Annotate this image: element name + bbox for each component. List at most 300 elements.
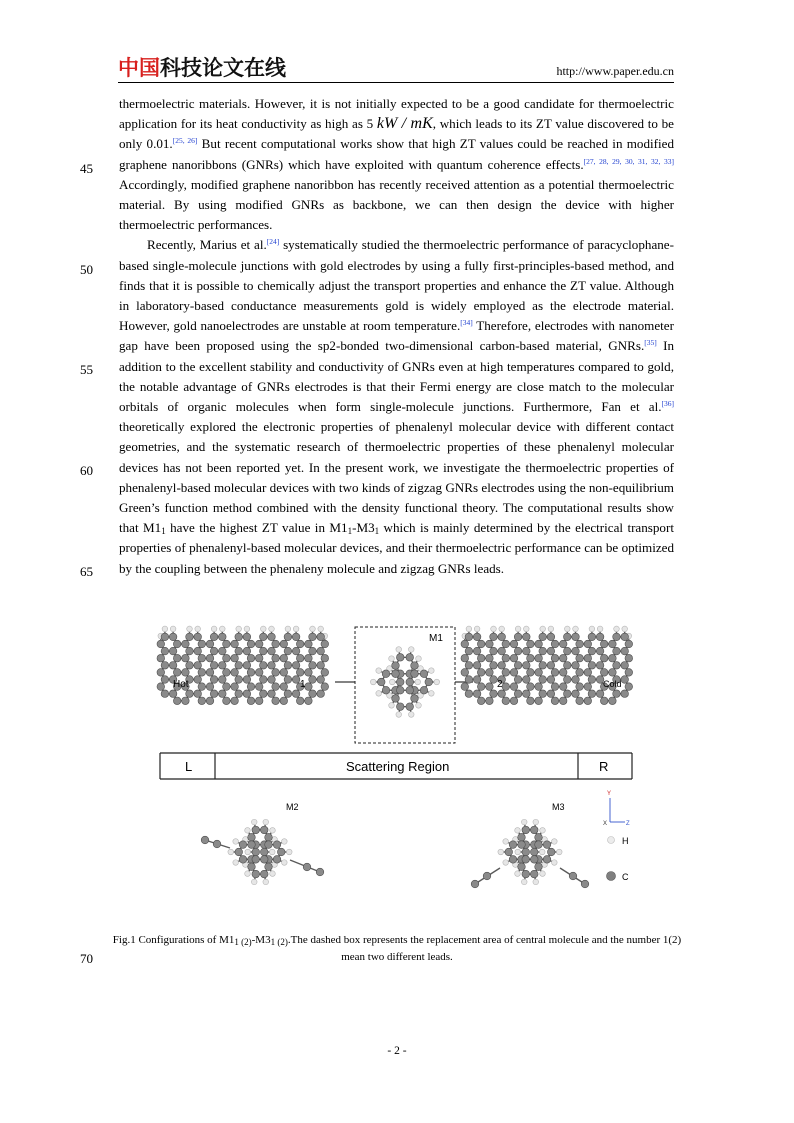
hydrogen-atom: [293, 626, 299, 632]
hydrogen-atom: [533, 819, 539, 825]
carbon-atom: [609, 669, 617, 677]
carbon-atom: [514, 647, 522, 655]
carbon-atom: [535, 863, 543, 871]
carbon-atom: [547, 676, 555, 684]
carbon-atom: [252, 870, 260, 878]
carbon-atom: [486, 654, 494, 662]
carbon-atom: [243, 633, 251, 641]
carbon-atom: [581, 880, 589, 888]
carbon-atom: [231, 669, 239, 677]
carbon-atom: [213, 840, 221, 848]
carbon-atom: [396, 678, 404, 686]
carbon-atom: [502, 669, 510, 677]
citation-link[interactable]: [34]: [460, 318, 473, 328]
carbon-atom: [248, 841, 256, 849]
lead1-label: 1: [300, 679, 306, 690]
carbon-atom: [305, 683, 313, 691]
hydrogen-legend-label: H: [622, 836, 629, 846]
carbon-atom: [235, 676, 243, 684]
carbon-atom: [535, 640, 543, 648]
carbon-atom: [284, 690, 292, 698]
carbon-atom: [621, 647, 629, 655]
carbon-atom: [206, 640, 214, 648]
carbon-atom: [518, 841, 526, 849]
carbon-atom: [473, 633, 481, 641]
carbon-atom: [186, 633, 194, 641]
hydrogen-atom: [244, 626, 250, 632]
axis-y-label: Y: [607, 791, 612, 797]
carbon-atom: [535, 833, 543, 841]
carbon-atom: [406, 654, 414, 662]
carbon-atom: [194, 633, 202, 641]
carbon-atom: [239, 856, 247, 864]
carbon-atom: [621, 690, 629, 698]
header-rule: [118, 82, 674, 83]
hydrogen-atom: [389, 656, 395, 662]
citation-link[interactable]: [35]: [644, 338, 657, 348]
hydrogen-atom: [515, 626, 521, 632]
carbon-atom: [530, 856, 538, 864]
carbon-atom: [223, 697, 231, 705]
page-header: [118, 55, 674, 81]
carbon-atom: [248, 863, 256, 871]
carbon-atom: [268, 647, 276, 655]
carbon-atom: [173, 640, 181, 648]
carbon-atom: [392, 670, 400, 678]
journal-logo: [118, 55, 286, 81]
carbon-atom: [280, 640, 288, 648]
carbon-atom: [613, 647, 621, 655]
carbon-atom: [510, 697, 518, 705]
carbon-atom: [157, 640, 165, 648]
hydrogen-atom: [589, 626, 595, 632]
hydrogen-atom: [498, 849, 504, 855]
citation-link[interactable]: [25, 26]: [172, 136, 198, 146]
hydrogen-atom: [429, 668, 435, 674]
axis-x-label: X: [603, 821, 608, 827]
carbon-atom: [392, 662, 400, 670]
hydrogen-atom: [195, 626, 201, 632]
carbon-atom: [296, 640, 304, 648]
carbon-legend-atom: [607, 872, 616, 881]
carbon-atom: [284, 647, 292, 655]
carbon-atom: [600, 654, 608, 662]
hydrogen-atom: [556, 849, 562, 855]
carbon-atom: [539, 662, 547, 670]
hydrogen-atom: [396, 647, 402, 653]
carbon-atom: [406, 686, 414, 694]
carbon-atom: [572, 690, 580, 698]
carbon-atom: [157, 683, 165, 691]
hydrogen-atom: [263, 819, 269, 825]
m3-label: M3: [552, 802, 565, 812]
text-run: Fig.1 Configurations of M1: [112, 934, 235, 946]
carbon-atom: [219, 647, 227, 655]
carbon-atom: [572, 633, 580, 641]
hydrogen-atom: [269, 849, 275, 855]
carbon-atom: [231, 640, 239, 648]
carbon-atom: [535, 654, 543, 662]
carbon-atom: [219, 662, 227, 670]
carbon-atom: [584, 697, 592, 705]
carbon-atom: [490, 633, 498, 641]
hydrogen-atom: [503, 839, 509, 845]
hydrogen-atom: [251, 819, 257, 825]
scattering-region-label: Scattering Region: [346, 759, 450, 774]
carbon-atom: [625, 654, 633, 662]
carbon-atom: [523, 676, 531, 684]
carbon-atom: [523, 633, 531, 641]
carbon-atom: [260, 848, 268, 856]
carbon-atom: [609, 640, 617, 648]
line-number: 70: [80, 951, 94, 966]
carbon-atom: [206, 697, 214, 705]
carbon-atom: [490, 662, 498, 670]
carbon-atom: [420, 670, 428, 678]
carbon-atom: [186, 647, 194, 655]
text-run: Recently, Marius et al.: [147, 237, 267, 253]
carbon-atom: [600, 669, 608, 677]
text-run: .The dashed box represents the replacement area of central molecule and the number 1(2) mean two different leads.: [287, 934, 682, 963]
carbon-atom: [477, 683, 485, 691]
carbon-atom: [609, 654, 617, 662]
carbon-atom: [255, 697, 263, 705]
text-run: But recent computational works show that high ZT values could be reached in modified graphene nanoribbons (GNRs) which have exploited with quantum coherence effects.: [119, 136, 674, 172]
carbon-atom: [559, 654, 567, 662]
carbon-atom: [543, 856, 551, 864]
line-number: 50: [80, 262, 94, 277]
carbon-atom: [198, 669, 206, 677]
carbon-atom: [292, 676, 300, 684]
carbon-atom: [584, 654, 592, 662]
carbon-atom: [576, 640, 584, 648]
carbon-atom: [486, 640, 494, 648]
carbon-atom: [396, 654, 404, 662]
carbon-atom: [596, 690, 604, 698]
carbon-atom: [523, 690, 531, 698]
text-run: In addition to the excellent stability and conductivity of GNRs even at high temperatures compared to gold, the notable advantage of GNRs electrodes is that their Fermi energy are close match to the molecular orbitals of organic molecules when form single-molecule junctions. Furthermore, Fan et al.: [119, 338, 675, 415]
citation-link[interactable]: [27, 28, 29, 30, 31, 32, 33]: [583, 156, 674, 166]
carbon-atom: [284, 633, 292, 641]
carbon-atom: [272, 683, 280, 691]
carbon-atom: [243, 676, 251, 684]
carbon-atom: [613, 662, 621, 670]
carbon-atom: [377, 678, 385, 686]
carbon-atom: [194, 662, 202, 670]
carbon-atom: [296, 654, 304, 662]
carbon-atom: [509, 841, 517, 849]
carbon-atom: [247, 640, 255, 648]
carbon-atom: [576, 697, 584, 705]
atom-group: [157, 626, 633, 888]
carbon-atom: [317, 633, 325, 641]
molecule-layer: [157, 626, 633, 888]
carbon-atom: [182, 654, 190, 662]
carbon-atom: [547, 662, 555, 670]
carbon-atom: [588, 676, 596, 684]
carbon-atom: [600, 640, 608, 648]
hydrogen-atom: [434, 679, 440, 685]
carbon-atom: [483, 872, 491, 880]
carbon-atom: [465, 647, 473, 655]
carbon-atom: [539, 676, 547, 684]
carbon-atom: [309, 633, 317, 641]
text-run: -M3: [251, 934, 271, 946]
carbon-atom: [522, 826, 530, 834]
carbon-atom: [247, 654, 255, 662]
carbon-atom: [284, 662, 292, 670]
hydrogen-atom: [282, 860, 288, 866]
carbon-atom: [309, 647, 317, 655]
carbon-atom: [243, 690, 251, 698]
hydrogen-atom: [220, 626, 226, 632]
carbon-atom: [523, 662, 531, 670]
carbon-atom: [498, 633, 506, 641]
carbon-atom: [169, 662, 177, 670]
carbon-atom: [252, 848, 260, 856]
carbon-atom: [292, 633, 300, 641]
carbon-atom: [406, 703, 414, 711]
carbon-atom: [317, 662, 325, 670]
carbon-atom: [219, 690, 227, 698]
carbon-atom: [551, 669, 559, 677]
carbon-atom: [235, 848, 243, 856]
carbon-atom: [284, 676, 292, 684]
carbon-atom: [231, 683, 239, 691]
carbon-atom: [425, 678, 433, 686]
carbon-atom: [309, 676, 317, 684]
hydrogen-atom: [370, 679, 376, 685]
carbon-atom: [247, 697, 255, 705]
carbon-atom: [219, 676, 227, 684]
carbon-atom: [490, 647, 498, 655]
carbon-atom: [280, 697, 288, 705]
hydrogen-atom: [228, 849, 234, 855]
hydrogen-atom: [597, 626, 603, 632]
citation-link[interactable]: [24]: [266, 237, 280, 247]
carbon-atom: [219, 633, 227, 641]
hydrogen-atom: [408, 712, 414, 718]
carbon-atom: [277, 848, 285, 856]
citation-link[interactable]: [36]: [661, 399, 674, 409]
carbon-atom: [272, 669, 280, 677]
carbon-atom: [596, 633, 604, 641]
carbon-atom: [564, 676, 572, 684]
carbon-atom: [486, 669, 494, 677]
carbon-atom: [303, 863, 311, 871]
hot-label: Hot: [173, 679, 189, 690]
carbon-atom: [182, 640, 190, 648]
carbon-atom: [182, 697, 190, 705]
carbon-atom: [625, 669, 633, 677]
carbon-atom: [596, 647, 604, 655]
carbon-atom: [247, 669, 255, 677]
carbon-atom: [559, 669, 567, 677]
carbon-atom: [461, 683, 469, 691]
carbon-atom: [588, 662, 596, 670]
carbon-atom: [522, 848, 530, 856]
carbon-atom: [411, 670, 419, 678]
carbon-atom: [223, 669, 231, 677]
carbon-atom: [539, 690, 547, 698]
carbon-atom: [235, 690, 243, 698]
carbon-atom: [317, 676, 325, 684]
carbon-atom: [530, 826, 538, 834]
hydrogen-atom: [540, 871, 546, 877]
carbon-atom: [272, 697, 280, 705]
carbon-atom: [473, 690, 481, 698]
carbon-atom: [223, 683, 231, 691]
carbon-atom: [514, 662, 522, 670]
paragraph-2: [119, 235, 674, 578]
carbon-atom: [235, 647, 243, 655]
carbon-atom: [198, 697, 206, 705]
carbon-atom: [268, 690, 276, 698]
carbon-atom: [321, 669, 329, 677]
hydrogen-atom: [236, 626, 242, 632]
hydrogen-atom: [548, 626, 554, 632]
carbon-atom: [396, 686, 404, 694]
carbon-atom: [201, 836, 209, 844]
body-text: [119, 94, 674, 579]
carbon-atom: [584, 683, 592, 691]
left-lead-label: L: [185, 759, 193, 774]
carbon-atom: [292, 647, 300, 655]
hydrogen-atom: [521, 879, 527, 885]
carbon-atom: [473, 647, 481, 655]
carbon-atom: [317, 690, 325, 698]
carbon-atom: [539, 633, 547, 641]
carbon-atom: [559, 697, 567, 705]
axis-z-label: Z: [626, 821, 630, 827]
paragraph-1: [119, 94, 674, 235]
hydrogen-atom: [552, 860, 558, 866]
lead2-label: 2: [497, 679, 503, 690]
hydrogen-atom: [552, 839, 558, 845]
hydrogen-atom: [270, 871, 276, 877]
carbon-atom: [247, 683, 255, 691]
carbon-atom: [317, 647, 325, 655]
hydrogen-atom: [170, 626, 176, 632]
text-run: -M3: [352, 520, 375, 536]
carbon-atom: [260, 662, 268, 670]
carbon-atom: [514, 676, 522, 684]
carbon-atom: [498, 690, 506, 698]
hydrogen-atom: [269, 626, 275, 632]
hydrogen-atom: [245, 849, 251, 855]
carbon-atom: [265, 833, 273, 841]
carbon-atom: [471, 880, 479, 888]
carbon-atom: [260, 647, 268, 655]
subscript: 1 (2): [270, 937, 288, 947]
carbon-atom: [268, 676, 276, 684]
hydrogen-atom: [503, 860, 509, 866]
hydrogen-atom: [415, 679, 421, 685]
hydrogen-atom: [162, 626, 168, 632]
carbon-atom: [576, 669, 584, 677]
carbon-atom: [186, 690, 194, 698]
header-url[interactable]: http://www.paper.edu.cn: [556, 64, 674, 78]
hydrogen-atom: [429, 691, 435, 697]
carbon-atom: [169, 633, 177, 641]
carbon-atom: [161, 676, 169, 684]
carbon-atom: [210, 690, 218, 698]
carbon-atom: [510, 683, 518, 691]
carbon-atom: [625, 683, 633, 691]
carbon-atom: [486, 683, 494, 691]
carbon-atom: [252, 856, 260, 864]
carbon-atom: [559, 640, 567, 648]
hydrogen-atom: [270, 828, 276, 834]
subscript: 1 (2): [234, 937, 252, 947]
carbon-atom: [260, 826, 268, 834]
carbon-atom: [268, 633, 276, 641]
carbon-atom: [272, 654, 280, 662]
carbon-atom: [243, 647, 251, 655]
text-run: thermoelectric materials. However, it is not initially expected to be a good candidate for thermoelectric application for its heat conductivity as high as 5: [119, 96, 674, 132]
carbon-atom: [527, 697, 535, 705]
carbon-atom: [527, 640, 535, 648]
subscript: 1: [374, 526, 380, 537]
carbon-atom: [396, 703, 404, 711]
carbon-atom: [161, 633, 169, 641]
carbon-atom: [157, 654, 165, 662]
carbon-atom: [420, 686, 428, 694]
carbon-atom: [564, 690, 572, 698]
carbon-atom: [231, 697, 239, 705]
carbon-atom: [382, 670, 390, 678]
hydrogen-atom: [622, 626, 628, 632]
carbon-atom: [572, 662, 580, 670]
carbon-atom: [406, 678, 414, 686]
carbon-atom: [280, 654, 288, 662]
hydrogen-atom: [285, 626, 291, 632]
carbon-atom: [169, 647, 177, 655]
carbon-atom: [621, 662, 629, 670]
carbon-atom: [210, 676, 218, 684]
carbon-atom: [588, 633, 596, 641]
carbon-atom: [292, 662, 300, 670]
carbon-atom: [522, 856, 530, 864]
carbon-atom: [260, 676, 268, 684]
hydrogen-atom: [491, 626, 497, 632]
line-number: 55: [80, 362, 94, 377]
carbon-atom: [477, 654, 485, 662]
hydrogen-atom: [614, 626, 620, 632]
carbon-atom: [510, 640, 518, 648]
hydrogen-atom: [396, 712, 402, 718]
carbon-atom: [198, 683, 206, 691]
carbon-atom: [559, 683, 567, 691]
carbon-atom: [206, 654, 214, 662]
carbon-atom: [564, 662, 572, 670]
carbon-atom: [173, 697, 181, 705]
logo-black-part: 科技论文在线: [160, 56, 286, 80]
carbon-atom: [194, 690, 202, 698]
line-number: 60: [80, 463, 94, 478]
carbon-atom: [272, 640, 280, 648]
carbon-atom: [535, 669, 543, 677]
carbon-atom: [461, 640, 469, 648]
carbon-atom: [296, 669, 304, 677]
carbon-atom: [621, 633, 629, 641]
carbon-atom: [514, 633, 522, 641]
figure-1: [155, 622, 637, 910]
carbon-atom: [518, 863, 526, 871]
text-run: have the highest ZT value in M1: [165, 520, 348, 536]
carbon-atom: [296, 697, 304, 705]
carbon-atom: [530, 848, 538, 856]
